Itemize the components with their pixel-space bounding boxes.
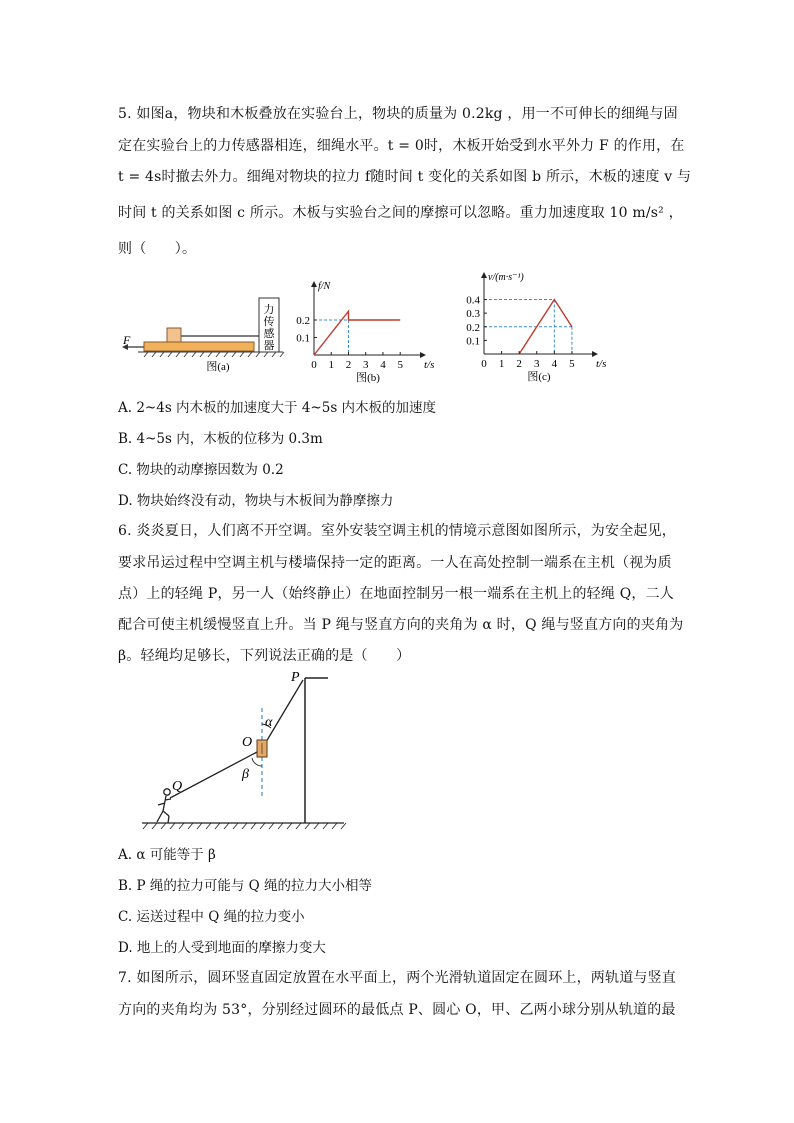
chart-c-x-tick-label-1: 1 xyxy=(498,358,505,370)
q6-option-d: D. 地上的人受到地面的摩擦力变大 xyxy=(118,940,326,956)
angle-beta-arc xyxy=(252,758,262,766)
q6-line-5: β。轻绳均足够长，下列说法正确的是（ ） xyxy=(118,648,411,664)
chart-c-x-tick-label-4: 4 xyxy=(551,358,558,370)
figure-a xyxy=(118,292,288,378)
chart-c xyxy=(458,262,607,390)
q5-option-b: B. 4~5s 内，木板的位移为 0.3m xyxy=(118,431,323,447)
sensor-char-1: 力传感器 xyxy=(263,304,275,352)
chart-b-series-0 xyxy=(314,311,400,355)
q6-line-3: 点）上的轻绳 P，另一人（始终静止）在地面控制另一根一端系在主机上的轻绳 Q，二人 xyxy=(118,586,674,602)
rope-p xyxy=(266,680,303,742)
q5-option-a: A. 2~4s 内木板的加速度大于 4~5s 内木板的加速度 xyxy=(118,400,437,416)
chart-b-x-tick-label-0: 0 xyxy=(311,359,317,371)
q5-option-c: C. 物块的动摩擦因数为 0.2 xyxy=(118,462,284,478)
chart-c-x-tick-label-0: 0 xyxy=(481,358,487,370)
q5-line-2: 定在实验台上的力传感器相连，细绳水平。t = 0时，木板开始受到水平外力 F 的作用，在 xyxy=(118,138,685,154)
chart-b-y-tick-label-1: 0.2 xyxy=(296,315,310,327)
figure-a-caption: 图(a) xyxy=(206,361,230,373)
chart-b-x-tick-label-2: 2 xyxy=(345,359,352,371)
chart-c-x-tick-label-3: 3 xyxy=(534,358,540,370)
q6-option-b: B. P 绳的拉力可能与 Q 绳的拉力大小相等 xyxy=(118,878,373,894)
chart-b-x-label: t/s xyxy=(424,359,435,371)
chart-c-x-tick-label-2: 2 xyxy=(516,358,522,370)
chart-b-y-tick-label-0: 0.1 xyxy=(296,332,310,345)
chart-b-x-tick-label-1: 1 xyxy=(328,359,334,371)
q6-line-2: 要求吊运过程中空调主机与楼墙保持一定的距离。一人在高处控制一端系在主机（视为质 xyxy=(118,555,672,571)
q7-line-1: 7. 如图所示，圆环竖直固定放置在水平面上，两个光滑轨道固定在圆环上，两轨道与竖直 xyxy=(118,970,677,986)
chart-c-x-tick-label-5: 5 xyxy=(569,358,575,370)
label-q: Q xyxy=(172,779,183,794)
q6-figure xyxy=(138,668,352,834)
chart-c-y-tick-label-3: 0.4 xyxy=(466,294,480,307)
chart-b-title: 图(b) xyxy=(356,372,380,384)
chart-b-x-arrow xyxy=(420,352,426,358)
stick-figure-person xyxy=(157,789,171,823)
ground-hatching xyxy=(144,352,284,357)
force-label: F xyxy=(123,333,131,347)
chart-c-title: 图(c) xyxy=(527,371,551,383)
chart-b-x-tick-label-5: 5 xyxy=(397,359,403,371)
q6-option-a: A. α 可能等于 β xyxy=(118,847,216,863)
label-o: O xyxy=(242,735,253,750)
q5-option-d: D. 物块始终没有动，物块与木板间为静摩擦力 xyxy=(118,493,394,509)
chart-c-y-tick-label-2: 0.3 xyxy=(466,308,480,321)
label-alpha: α xyxy=(265,715,273,730)
chart-c-y-tick-label-1: 0.2 xyxy=(466,321,480,334)
ground-hatching xyxy=(143,823,346,829)
chart-b xyxy=(290,268,435,390)
chart-b-y-arrow xyxy=(311,281,317,287)
q6-line-1: 6. 炎炎夏日，人们离不开空调。室外安装空调主机的情境示意图如图所示，为安全起见， xyxy=(118,523,677,539)
q6-option-c: C. 运送过程中 Q 绳的拉力变小 xyxy=(118,909,305,925)
block xyxy=(167,328,181,342)
label-beta: β xyxy=(242,767,249,782)
chart-c-y-label: v/(m·s⁻¹) xyxy=(488,272,524,283)
chart-c-x-label: t/s xyxy=(596,358,607,370)
chart-b-x-tick-label-3: 3 xyxy=(362,359,369,371)
chart-b-y-label: f/N xyxy=(318,281,331,292)
q5-line-4: 时间 t 的关系如图 c 所示。木板与实验台之间的摩擦可以忽略。重力加速度取 10 m/s² ， xyxy=(118,205,683,221)
chart-c-y-tick-label-0: 0.1 xyxy=(466,335,480,348)
chart-c-x-arrow xyxy=(592,351,598,357)
q5-line-1: 5. 如图a，物块和木板叠放在实验台上，物块的质量为 0.2kg ，用一不可伸长的细绳与固 xyxy=(118,106,678,122)
chart-c-y-arrow xyxy=(481,272,487,278)
q5-line-3: t = 4s时撤去外力。细绳对物块的拉力 f随时间 t 变化的关系如图 b 所示，木板的速度 v 与 xyxy=(118,169,692,185)
q5-line-5: 则（ ）。 xyxy=(118,241,197,257)
q7-line-2: 方向的夹角均为 53°，分别经过圆环的最低点 P、圆心 O，甲、乙两小球分别从轨道的最 xyxy=(118,1002,676,1018)
chart-b-x-tick-label-4: 4 xyxy=(380,359,386,371)
label-p: P xyxy=(291,670,300,685)
q6-line-4: 配合可使主机缓慢竖直上升。当 P 绳与竖直方向的夹角为 α 时，Q 绳与竖直方向的夹角为 xyxy=(118,617,684,633)
board xyxy=(144,342,254,351)
